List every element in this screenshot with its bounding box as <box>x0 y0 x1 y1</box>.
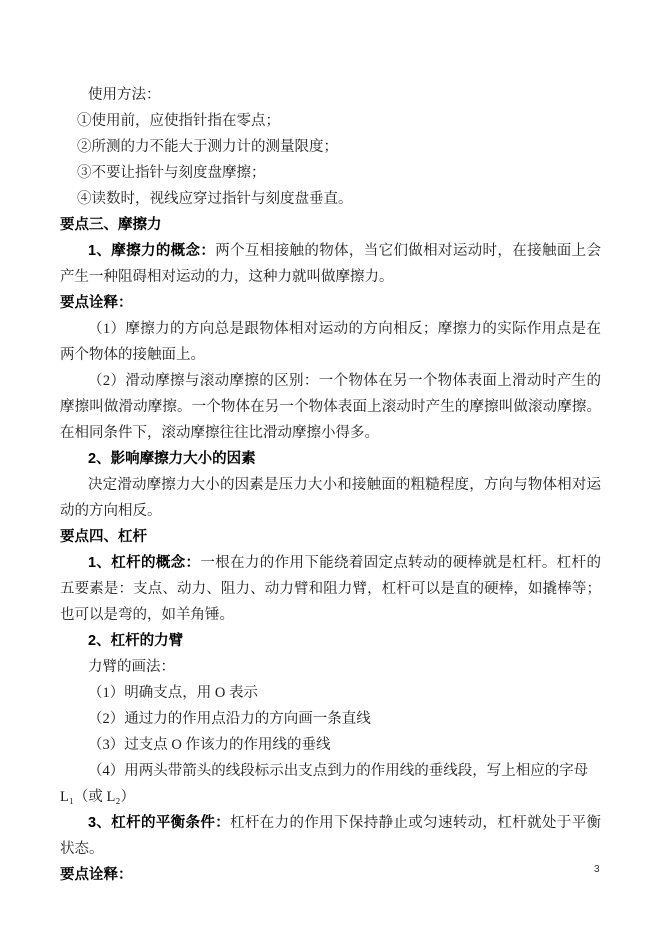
section-heading-lever: 要点四、杠杆 <box>60 529 147 545</box>
friction-concept-paragraph <box>60 238 601 290</box>
lever-arm-intro: 力臂的画法： <box>88 659 175 675</box>
page-number: 3 <box>594 864 600 875</box>
friction-concept-text: 两个互相接触的物体，当它们做相对运动时，在接触面上会产生一种阻碍相对运动的力，这种力就叫做摩擦力。 <box>60 243 601 285</box>
friction-note-1: （1）摩擦力的方向总是跟物体相对运动的方向相反；摩擦力的实际作用点是在两个物体的接触面上。 <box>60 321 601 363</box>
lever-concept-paragraph <box>60 550 601 628</box>
lever-concept-text: 一根在力的作用下能绕着固定点转动的硬棒就是杠杆。杠杆的五要素是：支点、动力、阻力、动力臂和阻力臂，杠杆可以是直的硬棒，如撬棒等；也可以是弯的，如羊角锤。 <box>60 555 601 623</box>
lever-arm-step-3: （3）过支点 O 作该力的作用线的垂线 <box>88 737 331 753</box>
friction-factors-heading: 2、影响摩擦力大小的因素 <box>88 451 256 467</box>
lever-arm-step-4: （4）用两头带箭头的线段标示出支点到力的作用线的垂线段，写上相应的字母 L₁（或 L₂） <box>60 763 589 805</box>
lever-arm-step-1: （1）明确支点，用 O 表示 <box>88 685 258 701</box>
friction-factors-text: 决定滑动摩擦力大小的因素是压力大小和接触面的粗糙程度，方向与物体相对运动的方向相反。 <box>60 477 601 519</box>
usage-step-1: ①使用前，应使指针指在零点； <box>77 113 280 129</box>
friction-notes-heading: 要点诠释： <box>60 295 133 311</box>
lever-notes-heading: 要点诠释： <box>60 867 133 883</box>
friction-concept-label: 1、摩擦力的概念： <box>88 243 216 259</box>
lever-balance-label: 3、杠杆的平衡条件： <box>88 815 231 831</box>
lever-arm-heading: 2、杠杆的力臂 <box>88 633 184 649</box>
friction-note-2: （2）滑动摩擦与滚动摩擦的区别：一个物体在另一个物体表面上滑动时产生的摩擦叫做滑动摩擦。一个物体在另一个物体表面上滚动时产生的摩擦叫做滚动摩擦。在相同条件下，滚动摩擦往往比滑动摩擦小得多。 <box>60 373 601 441</box>
document-content <box>60 82 601 888</box>
section-heading-friction: 要点三、摩擦力 <box>60 217 162 233</box>
usage-step-2: ②所测的力不能大于测力计的测量限度； <box>77 139 338 155</box>
lever-balance-text: 杠杆在力的作用下保持静止或匀速转动，杠杆就处于平衡状态。 <box>60 815 601 857</box>
usage-step-3: ③不要让指针与刻度盘摩擦； <box>77 165 266 181</box>
usage-step-4: ④读数时，视线应穿过指针与刻度盘垂直。 <box>77 191 353 207</box>
lever-balance-paragraph <box>60 810 601 862</box>
usage-method-title: 使用方法： <box>88 87 161 103</box>
lever-arm-step-2: （2）通过力的作用点沿力的方向画一条直线 <box>88 711 371 727</box>
lever-concept-label: 1、杠杆的概念： <box>88 555 201 571</box>
